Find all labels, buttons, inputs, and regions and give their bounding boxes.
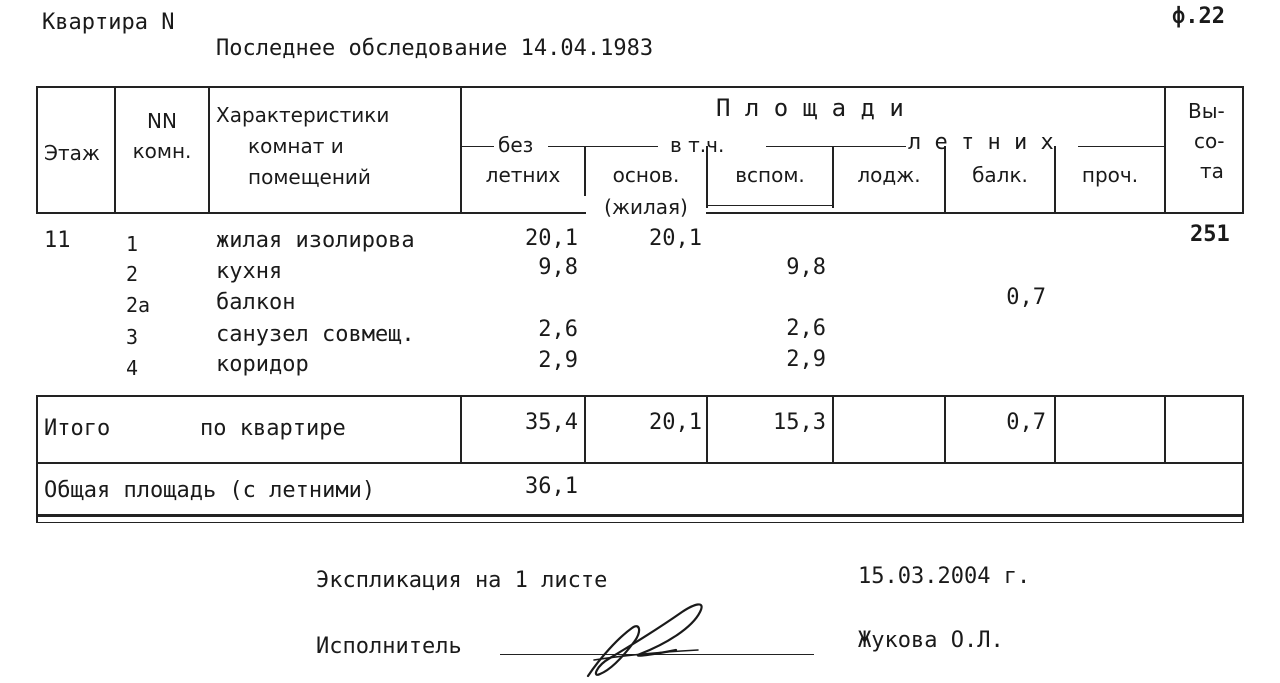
col-floor-header: Этаж [44,141,100,165]
document-date: 15.03.2004 г. [858,564,1031,589]
vline-totals-7 [1164,395,1166,463]
vline-other [1164,86,1166,214]
row-total: 2,6 [538,317,578,342]
col-height-header-3: та [1200,159,1224,183]
vline-totals-6 [1054,395,1056,463]
vline-right-header [1242,86,1244,214]
row-room: 4 [126,356,139,380]
vline-characteristics [460,86,462,214]
row-name: санузел совмещ. [216,322,415,347]
overall-area-label: Общая площадь (с летними) [44,478,376,503]
totals-label-2: по квартире [200,416,346,441]
executor-name: Жукова О.Л. [858,628,1004,653]
row-balcony: 0,7 [1006,285,1046,310]
table-top-border [36,86,1244,88]
col-summer-word: летних [485,163,561,187]
totals-bottom-border [36,462,1244,464]
totals-total: 35,4 [525,410,578,435]
row-name: жилая изолирова [216,228,415,253]
col-height-header-2: со- [1194,129,1225,153]
areas-title: П л о щ а д и [716,94,904,122]
row-room: 3 [126,325,139,349]
rule-aux-bottom [706,205,832,206]
vline-left-totals [36,395,38,523]
rule-after-incl [766,146,906,147]
row-aux: 2,9 [786,347,826,372]
explication-note: Экспликация на 1 листе [316,568,608,593]
col-without-label: без [498,133,534,157]
col-balcony-header: балк. [972,163,1028,187]
col-incl-label: в т.ч. [670,133,725,157]
col-char-header-3: помещений [248,165,371,189]
col-char-header-2: комнат и [248,134,344,158]
totals-top-border [36,395,1244,397]
row-total: 2,9 [538,348,578,373]
totals-label: Итого [44,416,111,441]
col-main-header: основ. [612,163,680,187]
overall-area-value: 36,1 [525,474,578,499]
col-summer-label: л е т н и х [908,130,1054,155]
vline-right-totals [1242,395,1244,523]
row-aux: 9,8 [786,255,826,280]
apartment-label: Квартира N [42,10,175,35]
row-main: 20,1 [649,226,702,251]
table-bottom-border [36,514,1244,517]
executor-label: Исполнитель [316,634,462,659]
table-bottom-double-border [36,522,1244,523]
form-code: ф.22 [1172,4,1225,29]
vline-totals-4 [832,395,834,463]
col-other-header: проч. [1081,163,1139,187]
row-floor: 11 [44,228,71,253]
row-name: кухня [216,259,283,284]
rule-before-without [460,146,494,147]
totals-balcony: 0,7 [1006,410,1046,435]
col-loggia-header: лодж. [857,163,921,187]
totals-aux: 15,3 [773,410,826,435]
row-room: 2 [126,262,139,286]
rule-after-summer [1078,146,1164,147]
col-height-header-1: Вы- [1188,99,1225,123]
col-char-header-1: Характеристики [216,103,390,127]
row-height: 251 [1190,222,1230,247]
row-aux: 2,6 [786,316,826,341]
vline-room [208,86,210,214]
rule-after-without [548,146,658,147]
col-room-header-2: комн. [132,139,192,163]
row-name: коридор [216,352,309,377]
row-name: балкон [216,290,296,315]
row-room: 2а [126,293,151,317]
col-aux-header: вспом. [735,163,805,187]
row-room: 1 [126,232,139,256]
row-total: 20,1 [525,226,578,251]
last-survey: Последнее обследование 14.04.1983 [216,36,654,61]
row-total: 9,8 [538,255,578,280]
col-room-header-1: NN [147,109,177,133]
vline-left-header [36,86,38,214]
totals-main: 20,1 [649,410,702,435]
signature-image [570,598,720,682]
col-living-header: (жилая) [586,194,706,220]
